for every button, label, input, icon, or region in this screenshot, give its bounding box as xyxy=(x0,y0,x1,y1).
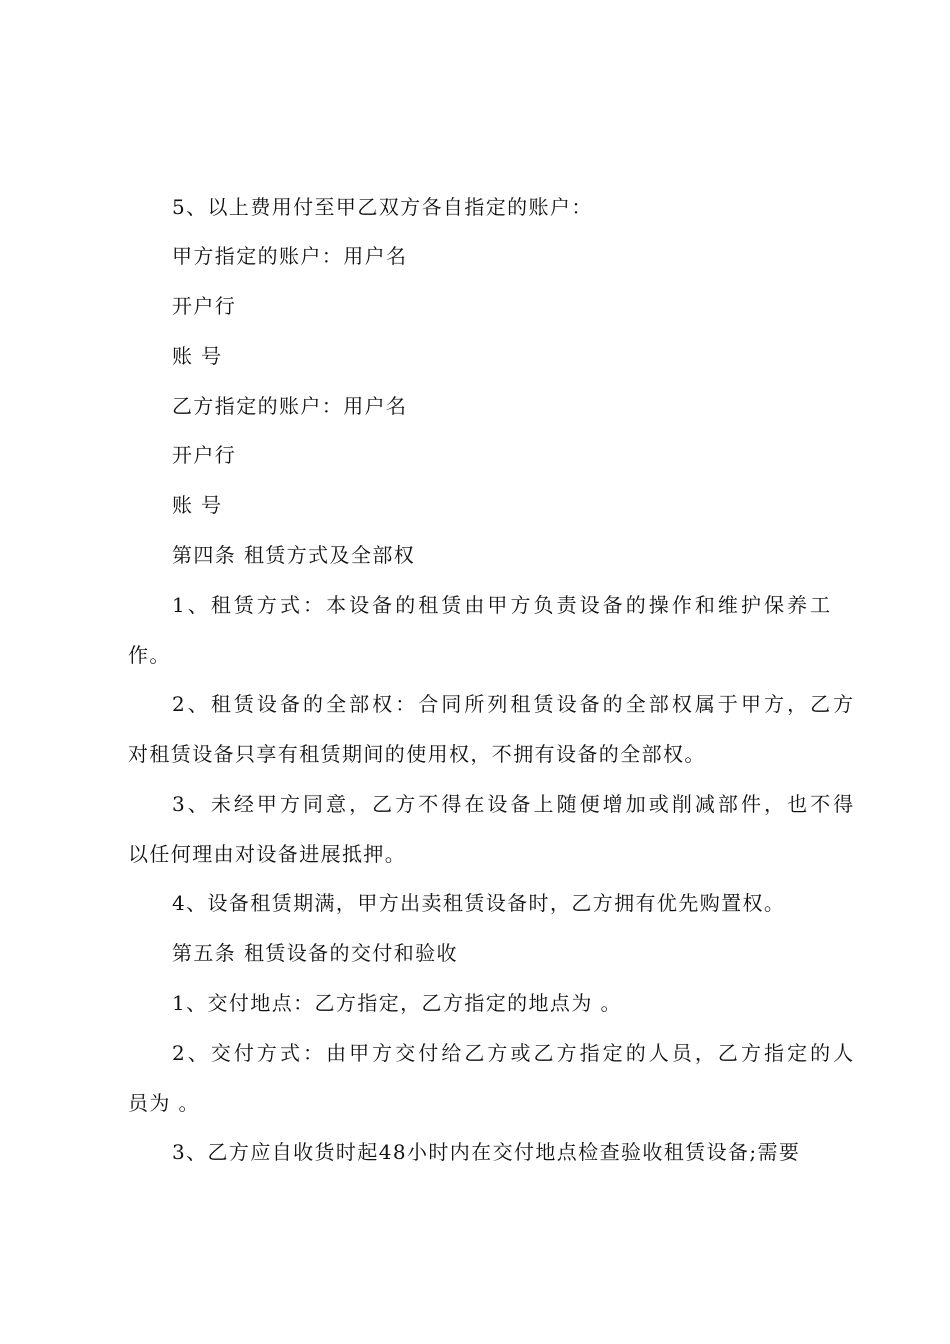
clause-4-item-4: 4、设备租赁期满，甲方出卖租赁设备时，乙方拥有优先购置权。 xyxy=(172,891,786,915)
party-a-account-number: 账 号 xyxy=(172,344,223,368)
party-b-bank: 开户行 xyxy=(172,443,237,467)
party-a-bank: 开户行 xyxy=(172,294,237,318)
clause-5-item-2-line-1: 2、交付方式：由甲方交付给乙方或乙方指定的人员，乙方指定的人 xyxy=(172,1041,857,1065)
clause-5-item-2-line-2: 员为 。 xyxy=(128,1091,200,1115)
party-b-account-name: 乙方指定的账户：用户名 xyxy=(172,394,408,418)
clause-5-item-3-line-1: 3、乙方应自收货时起48小时内在交付地点检查验收租赁设备;需要 xyxy=(172,1140,801,1164)
party-b-account-number: 账 号 xyxy=(172,493,223,517)
clause-5-item-1: 1、交付地点：乙方指定，乙方指定的地点为 。 xyxy=(172,991,622,1015)
clause-4-item-3-line-2: 以任何理由对设备进展抵押。 xyxy=(128,842,407,866)
clause-4-item-1-line-2: 作。 xyxy=(128,643,171,667)
clause-4-item-3-line-1: 3、未经甲方同意，乙方不得在设备上随便增加或削减部件，也不得 xyxy=(172,792,857,816)
clause-3-item-5: 5、以上费用付至甲乙双方各自指定的账户： xyxy=(172,195,593,219)
clause-4-heading: 第四条 租赁方式及全部权 xyxy=(172,543,416,567)
clause-4-item-2-line-1: 2、租赁设备的全部权：合同所列租赁设备的全部权属于甲方，乙方 xyxy=(172,692,857,716)
clause-4-item-2-line-2: 对租赁设备只享有租赁期间的使用权，不拥有设备的全部权。 xyxy=(128,742,706,766)
clause-5-heading: 第五条 租赁设备的交付和验收 xyxy=(172,941,458,965)
clause-4-item-1-line-1: 1、租赁方式：本设备的租赁由甲方负责设备的操作和维护保养工 xyxy=(172,593,834,617)
party-a-account-name: 甲方指定的账户：用户名 xyxy=(172,244,408,268)
